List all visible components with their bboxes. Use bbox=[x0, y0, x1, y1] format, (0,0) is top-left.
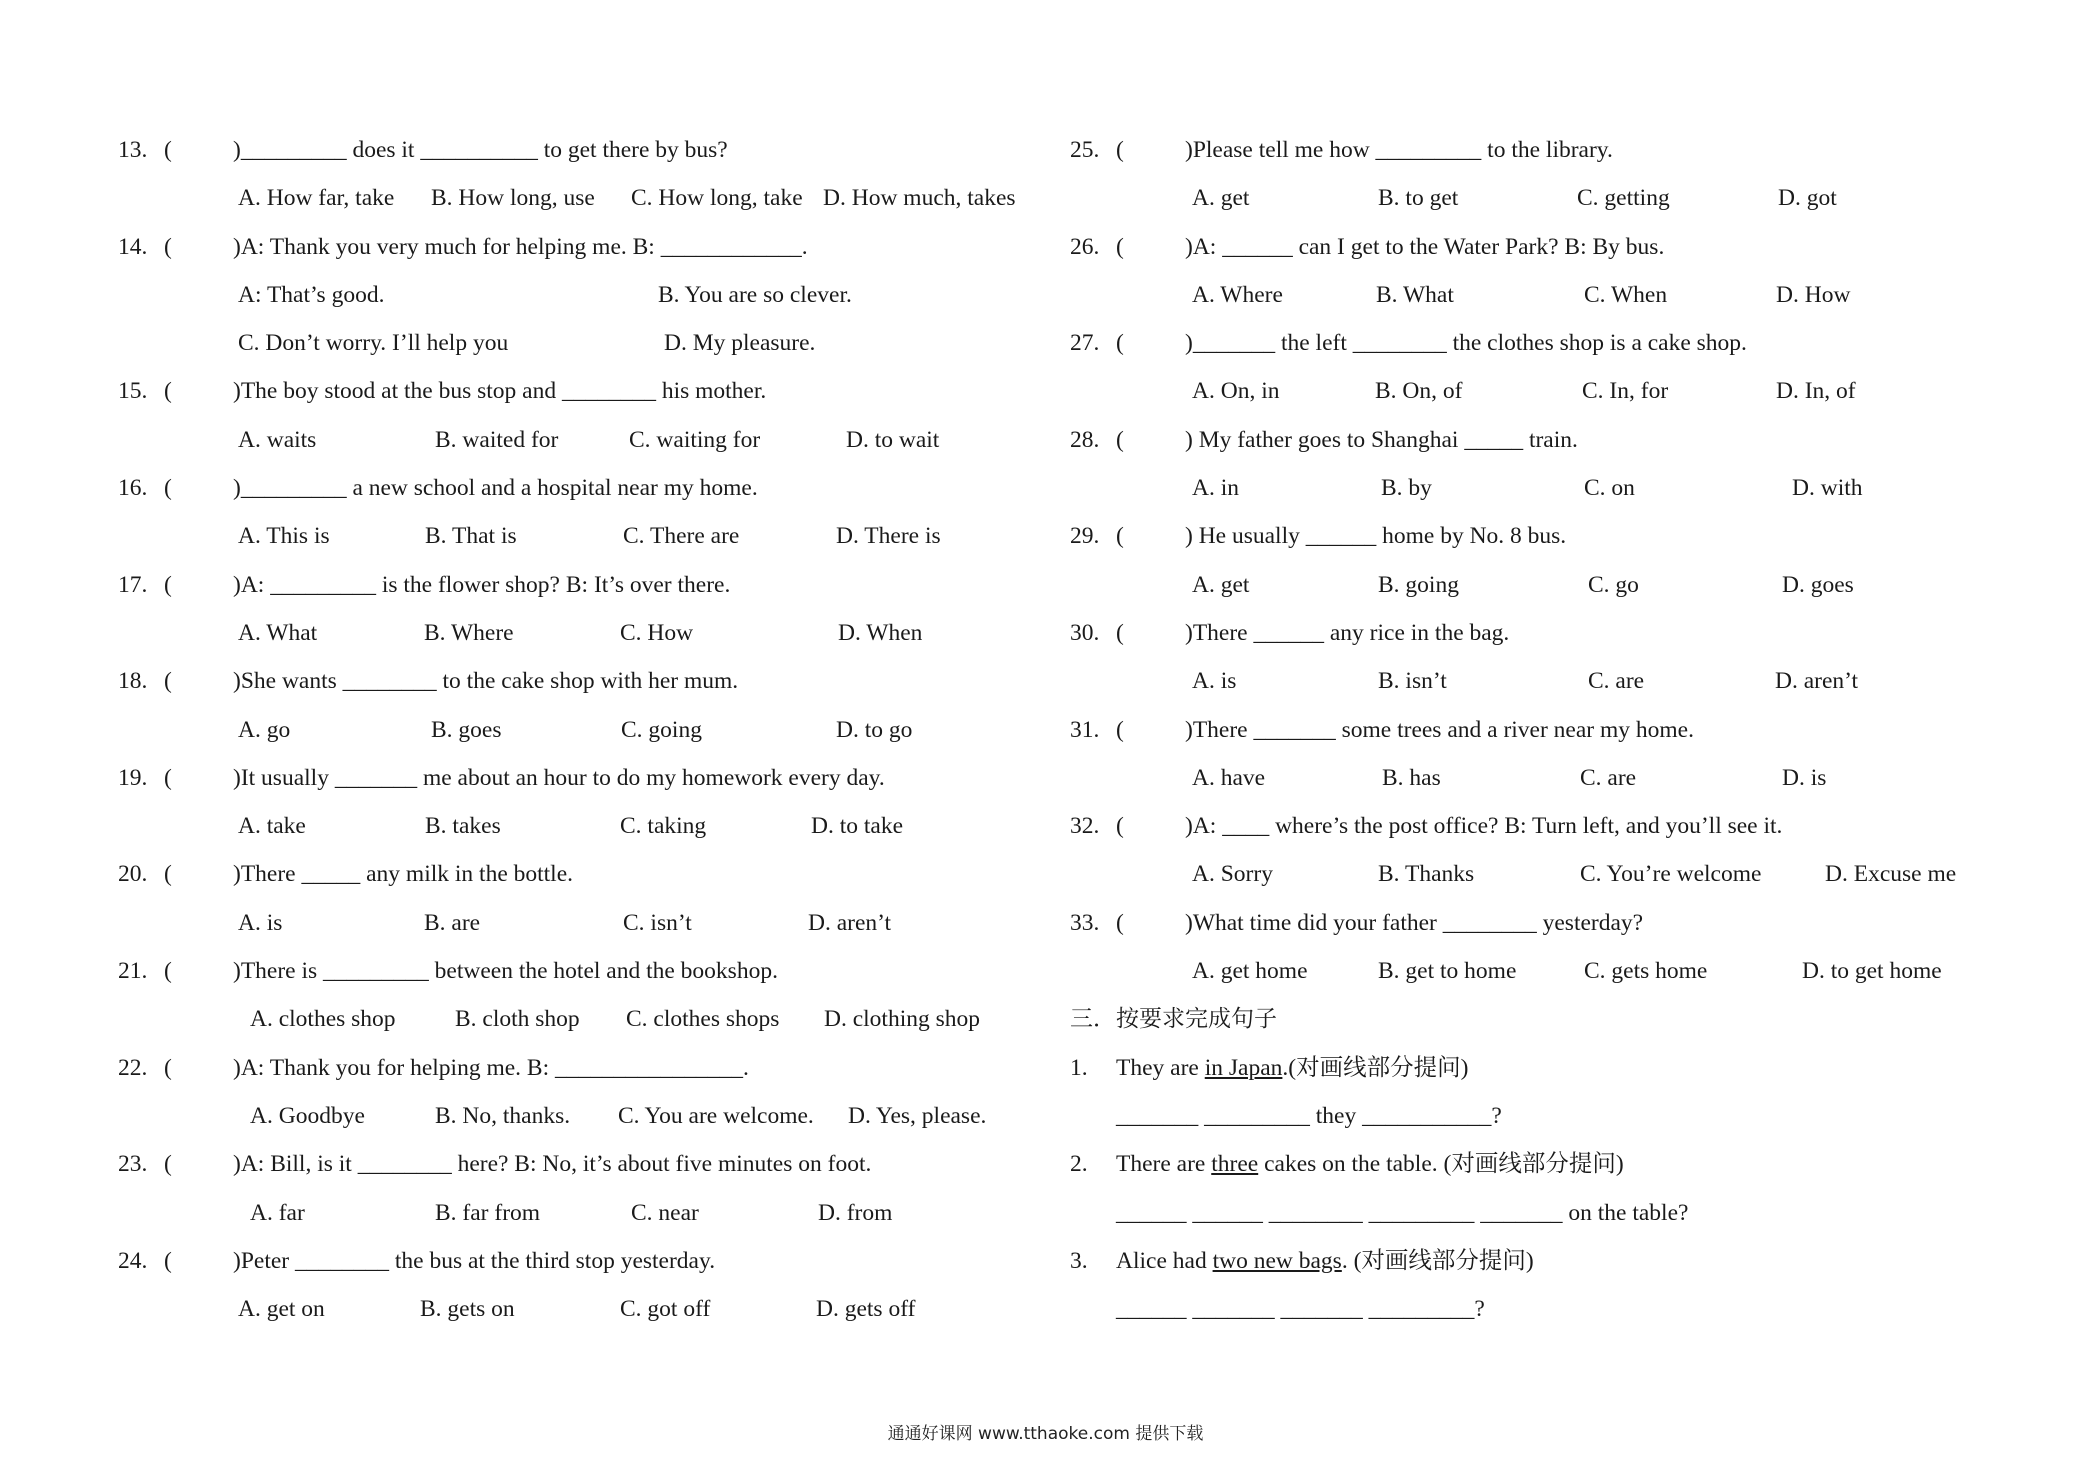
question-stem: )_______ the left ________ the clothes shop is a cake shop. bbox=[1185, 330, 1747, 357]
option-b: B. going bbox=[1378, 571, 1459, 598]
options-17 bbox=[118, 609, 1048, 657]
option-c: C. are bbox=[1588, 668, 1645, 695]
right-column bbox=[1070, 126, 2030, 1333]
options-27 bbox=[1070, 367, 2030, 415]
options-30 bbox=[1070, 657, 2030, 705]
answer-paren: ( bbox=[1116, 716, 1124, 743]
underlined-part: three bbox=[1211, 1151, 1259, 1178]
option-c: C. are bbox=[1580, 764, 1637, 791]
question-19 bbox=[118, 754, 1048, 802]
question-number: 18. bbox=[118, 668, 148, 695]
task-1 bbox=[1070, 1044, 2030, 1092]
question-number: 22. bbox=[118, 1054, 148, 1081]
option-d: D. aren’t bbox=[1775, 668, 1859, 695]
options-18 bbox=[118, 706, 1048, 754]
answer-paren: ( bbox=[164, 475, 172, 502]
option-d: D. to take bbox=[811, 813, 904, 840]
option-c: C. going bbox=[621, 716, 702, 743]
options-24 bbox=[118, 1285, 1048, 1333]
options-23 bbox=[118, 1189, 1048, 1237]
option-a: A. is bbox=[1192, 668, 1237, 695]
question-23 bbox=[118, 1140, 1048, 1188]
question-28 bbox=[1070, 416, 2030, 464]
question-16 bbox=[118, 464, 1048, 512]
options-21 bbox=[118, 995, 1048, 1043]
answer-paren: ( bbox=[1116, 426, 1124, 453]
footer-source: 通通好课网 www.tthaoke.com 提供下载 bbox=[887, 1424, 1204, 1444]
question-number: 23. bbox=[118, 1151, 148, 1178]
option-d: D. How much, takes bbox=[823, 185, 1016, 212]
question-22 bbox=[118, 1044, 1048, 1092]
question-number: 26. bbox=[1070, 233, 1100, 260]
option-b: B. takes bbox=[425, 813, 501, 840]
options-14-row1 bbox=[118, 271, 1048, 319]
option-d: D. to get home bbox=[1802, 958, 1942, 985]
option-c: C. isn’t bbox=[623, 909, 692, 936]
option-a: A. waits bbox=[238, 426, 317, 453]
option-c: C. There are bbox=[623, 523, 740, 550]
option-a: A. go bbox=[238, 716, 291, 743]
option-d: D. When bbox=[838, 619, 923, 646]
question-33 bbox=[1070, 899, 2030, 947]
answer-paren: ( bbox=[164, 1247, 172, 1274]
task-2-answer bbox=[1070, 1189, 2030, 1237]
option-b: B. Where bbox=[424, 619, 514, 646]
option-c: C. waiting for bbox=[629, 426, 761, 453]
option-b: B. far from bbox=[435, 1199, 541, 1226]
question-stem: )There _____ any milk in the bottle. bbox=[233, 861, 574, 888]
question-number: 14. bbox=[118, 233, 148, 260]
option-a: A: That’s good. bbox=[238, 281, 385, 308]
option-c: C. How long, take bbox=[631, 185, 803, 212]
question-13 bbox=[118, 126, 1048, 174]
option-c: C. got off bbox=[620, 1296, 711, 1323]
options-22 bbox=[118, 1092, 1048, 1140]
question-17 bbox=[118, 561, 1048, 609]
question-30 bbox=[1070, 609, 2030, 657]
question-stem: ) He usually ______ home by No. 8 bus. bbox=[1185, 523, 1567, 550]
option-b: B. Thanks bbox=[1378, 861, 1475, 888]
task-number: 1. bbox=[1070, 1054, 1088, 1081]
option-d: D. How bbox=[1776, 281, 1851, 308]
options-16 bbox=[118, 512, 1048, 560]
options-19 bbox=[118, 802, 1048, 850]
question-stem: )What time did your father ________ yesterday? bbox=[1185, 909, 1644, 936]
option-c: C. When bbox=[1584, 281, 1668, 308]
question-stem: )She wants ________ to the cake shop with her mum. bbox=[233, 668, 739, 695]
answer-paren: ( bbox=[164, 233, 172, 260]
option-c: C. go bbox=[1588, 571, 1639, 598]
option-a: A. get home bbox=[1192, 958, 1308, 985]
question-24 bbox=[118, 1237, 1048, 1285]
option-b: B. gets on bbox=[420, 1296, 515, 1323]
option-c: C. gets home bbox=[1584, 958, 1708, 985]
option-a: A. Sorry bbox=[1192, 861, 1273, 888]
task-sentence: They are in Japan.(对画线部分提问) bbox=[1116, 1054, 1469, 1081]
question-number: 20. bbox=[118, 861, 148, 888]
option-d: D. from bbox=[818, 1199, 893, 1226]
question-15 bbox=[118, 367, 1048, 415]
question-stem: )_________ does it __________ to get there by bus? bbox=[233, 137, 728, 163]
answer-blanks: ______ _______ _______ _________? bbox=[1116, 1296, 1485, 1323]
question-21 bbox=[118, 947, 1048, 995]
option-a: A. On, in bbox=[1192, 378, 1280, 405]
option-b: B. has bbox=[1382, 764, 1441, 791]
options-20 bbox=[118, 899, 1048, 947]
option-d: D. Excuse me bbox=[1825, 861, 1957, 888]
option-b: B. are bbox=[424, 909, 481, 936]
option-b: B. cloth shop bbox=[455, 1006, 580, 1033]
option-d: D. with bbox=[1792, 475, 1863, 502]
question-29 bbox=[1070, 512, 2030, 560]
answer-blanks: _______ _________ they ___________? bbox=[1116, 1102, 1502, 1129]
option-a: A. have bbox=[1192, 764, 1266, 791]
options-26 bbox=[1070, 271, 2030, 319]
option-d: D. to wait bbox=[846, 426, 940, 453]
task-2 bbox=[1070, 1140, 2030, 1188]
question-stem: )A: ____ where’s the post office? B: Turn left, and you’ll see it. bbox=[1185, 813, 1783, 840]
option-d: D. goes bbox=[1782, 571, 1854, 598]
option-a: A. far bbox=[250, 1199, 305, 1226]
answer-paren: ( bbox=[164, 861, 172, 888]
question-32 bbox=[1070, 802, 2030, 850]
question-stem: )There _______ some trees and a river near my home. bbox=[1185, 716, 1694, 743]
underlined-part: in Japan bbox=[1204, 1054, 1283, 1081]
answer-paren: ( bbox=[1116, 137, 1124, 163]
task-3-answer bbox=[1070, 1285, 2030, 1333]
question-31 bbox=[1070, 706, 2030, 754]
option-c: C. on bbox=[1584, 475, 1635, 502]
answer-paren: ( bbox=[164, 1151, 172, 1178]
option-d: D. Yes, please. bbox=[848, 1102, 987, 1129]
answer-paren: ( bbox=[1116, 619, 1124, 646]
options-13 bbox=[118, 174, 1048, 222]
answer-paren: ( bbox=[164, 378, 172, 405]
answer-paren: ( bbox=[164, 958, 172, 985]
question-number: 30. bbox=[1070, 619, 1100, 646]
question-number: 17. bbox=[118, 571, 148, 598]
option-a: A. is bbox=[238, 909, 283, 936]
question-stem: )A: ______ can I get to the Water Park? B: By bus. bbox=[1185, 233, 1665, 260]
answer-paren: ( bbox=[164, 764, 172, 791]
question-stem: )The boy stood at the bus stop and ________ his mother. bbox=[233, 378, 767, 405]
underlined-part: two new bags bbox=[1212, 1247, 1342, 1274]
option-a: A. get on bbox=[238, 1296, 325, 1323]
question-stem: )A: Bill, is it ________ here? B: No, it’s about five minutes on foot. bbox=[233, 1151, 872, 1178]
answer-paren: ( bbox=[1116, 330, 1124, 357]
option-a: A. This is bbox=[238, 523, 330, 550]
question-stem: )There is _________ between the hotel and the bookshop. bbox=[233, 958, 778, 985]
option-b: B. isn’t bbox=[1378, 668, 1447, 695]
option-c: C. How bbox=[620, 619, 694, 646]
question-number: 24. bbox=[118, 1247, 148, 1274]
question-number: 32. bbox=[1070, 813, 1100, 840]
option-b: B. No, thanks. bbox=[435, 1102, 571, 1129]
option-d: D. clothing shop bbox=[824, 1006, 981, 1033]
option-a: A. What bbox=[238, 619, 318, 646]
option-a: A. clothes shop bbox=[250, 1006, 396, 1033]
question-14 bbox=[118, 223, 1048, 271]
answer-paren: ( bbox=[164, 1054, 172, 1081]
options-25 bbox=[1070, 174, 2030, 222]
option-a: A. How far, take bbox=[238, 185, 395, 212]
question-number: 33. bbox=[1070, 909, 1100, 936]
question-stem: )It usually _______ me about an hour to do my homework every day. bbox=[233, 764, 885, 791]
option-d: D. gets off bbox=[816, 1296, 916, 1323]
question-stem: ) My father goes to Shanghai _____ train. bbox=[1185, 426, 1578, 453]
question-27 bbox=[1070, 319, 2030, 367]
option-c: C. near bbox=[631, 1199, 699, 1226]
options-14-row2 bbox=[118, 319, 1048, 367]
task-1-answer bbox=[1070, 1092, 2030, 1140]
question-number: 19. bbox=[118, 764, 148, 791]
question-stem: )Peter ________ the bus at the third stop yesterday. bbox=[233, 1247, 716, 1274]
answer-paren: ( bbox=[1116, 523, 1124, 550]
option-d: D. to go bbox=[836, 716, 913, 743]
question-18 bbox=[118, 657, 1048, 705]
question-number: 29. bbox=[1070, 523, 1100, 550]
option-a: A. Goodbye bbox=[250, 1102, 365, 1129]
option-d: D. is bbox=[1782, 764, 1827, 791]
option-d: D. In, of bbox=[1776, 378, 1856, 405]
option-b: B. How long, use bbox=[431, 185, 595, 212]
options-33 bbox=[1070, 947, 2030, 995]
question-stem: )There ______ any rice in the bag. bbox=[1185, 619, 1510, 646]
option-c: C. taking bbox=[620, 813, 707, 840]
question-number: 16. bbox=[118, 475, 148, 502]
option-c: C. You are welcome. bbox=[618, 1102, 814, 1129]
option-d: D. There is bbox=[836, 523, 941, 550]
question-20 bbox=[118, 850, 1048, 898]
option-b: B. by bbox=[1381, 475, 1432, 502]
answer-paren: ( bbox=[164, 571, 172, 598]
option-b: B. get to home bbox=[1378, 958, 1517, 985]
question-stem: )A: _________ is the flower shop? B: It’s over there. bbox=[233, 571, 731, 598]
option-c: C. clothes shops bbox=[626, 1006, 780, 1033]
option-d: D. aren’t bbox=[808, 909, 892, 936]
answer-paren: ( bbox=[1116, 909, 1124, 936]
option-a: A. take bbox=[238, 813, 306, 840]
task-number: 3. bbox=[1070, 1247, 1088, 1274]
option-b: B. to get bbox=[1378, 185, 1459, 212]
task-sentence: There are three cakes on the table. (对画线部分提问) bbox=[1116, 1151, 1624, 1178]
question-number: 28. bbox=[1070, 426, 1100, 453]
question-25 bbox=[1070, 126, 2030, 174]
answer-paren: ( bbox=[164, 668, 172, 695]
task-sentence: Alice had two new bags. (对画线部分提问) bbox=[1116, 1247, 1534, 1274]
options-31 bbox=[1070, 754, 2030, 802]
question-number: 15. bbox=[118, 378, 148, 405]
left-column bbox=[118, 126, 1048, 1333]
question-number: 21. bbox=[118, 958, 148, 985]
option-d: D. got bbox=[1778, 185, 1837, 212]
answer-paren: ( bbox=[1116, 813, 1124, 840]
option-b: B. waited for bbox=[435, 426, 559, 453]
answer-paren: ( bbox=[1116, 233, 1124, 260]
question-stem: )A: Thank you very much for helping me. B: ____________. bbox=[233, 233, 808, 260]
option-a: A. in bbox=[1192, 475, 1239, 502]
options-28 bbox=[1070, 464, 2030, 512]
question-stem: )Please tell me how _________ to the library. bbox=[1185, 137, 1613, 163]
question-number: 27. bbox=[1070, 330, 1100, 357]
section-title: 三．按要求完成句子 bbox=[1070, 1006, 1277, 1033]
options-29 bbox=[1070, 561, 2030, 609]
option-a: A. get bbox=[1192, 571, 1250, 598]
option-a: A. Where bbox=[1192, 281, 1283, 308]
options-15 bbox=[118, 416, 1048, 464]
task-3 bbox=[1070, 1237, 2030, 1285]
question-stem: )A: Thank you for helping me. B: ________________. bbox=[233, 1054, 749, 1081]
option-c: C. In, for bbox=[1582, 378, 1669, 405]
options-32 bbox=[1070, 850, 2030, 898]
option-b: B. On, of bbox=[1375, 378, 1463, 405]
question-number: 25. bbox=[1070, 137, 1100, 163]
question-number: 31. bbox=[1070, 716, 1100, 743]
option-c: C. Don’t worry. I’ll help you bbox=[238, 330, 509, 357]
option-a: A. get bbox=[1192, 185, 1250, 212]
option-c: C. You’re welcome bbox=[1580, 861, 1762, 888]
option-b: B. You are so clever. bbox=[658, 281, 852, 308]
option-c: C. getting bbox=[1577, 185, 1670, 212]
question-number: 13. bbox=[118, 137, 148, 163]
option-b: B. goes bbox=[431, 716, 502, 743]
question-26 bbox=[1070, 223, 2030, 271]
option-b: B. What bbox=[1376, 281, 1454, 308]
answer-blanks: ______ ______ ________ _________ _______ on the table? bbox=[1116, 1199, 1689, 1226]
task-number: 2. bbox=[1070, 1151, 1088, 1178]
answer-paren: ( bbox=[164, 137, 172, 163]
question-stem: )_________ a new school and a hospital near my home. bbox=[233, 475, 758, 502]
option-b: B. That is bbox=[425, 523, 517, 550]
option-d: D. My pleasure. bbox=[664, 330, 816, 357]
